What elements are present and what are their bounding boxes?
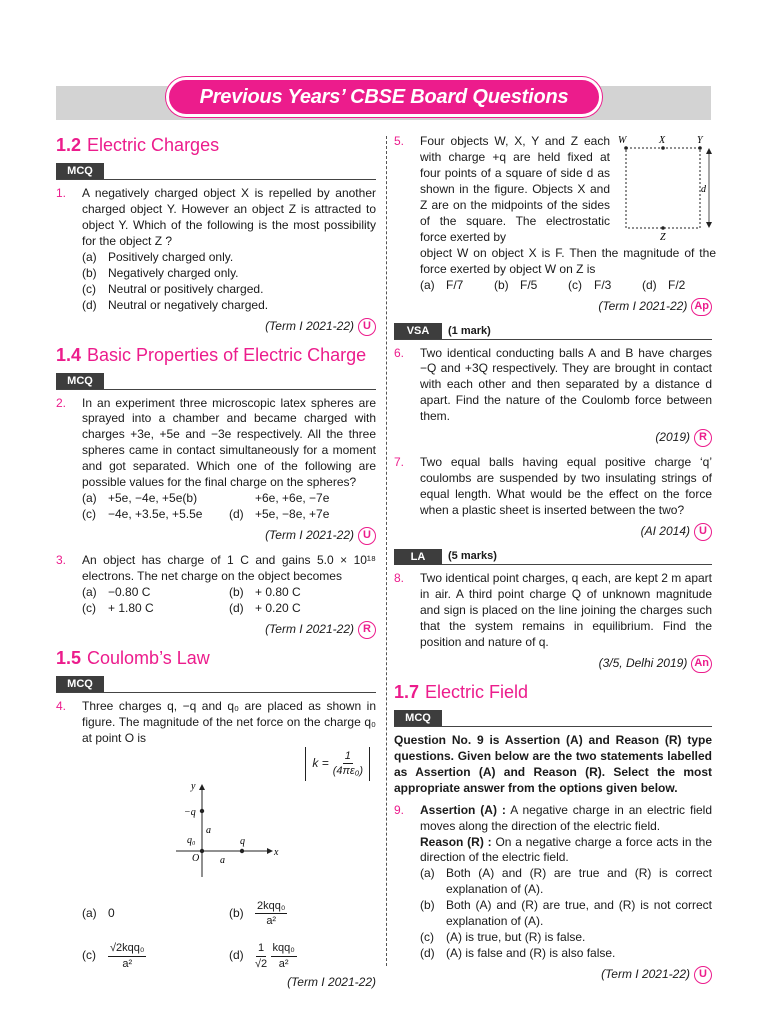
svg-text:Z: Z [660, 232, 666, 243]
question-source: (Term I 2021-22) [287, 975, 376, 990]
question-2: 2. In an experiment three microscopic latex spheres are sprayed into a chamber and became charged with charges +3e, +5e and −3e respectively. All the three spheres came in contact simultaneously for a moment and got separated. Which one of the following are possible values for the final charge on the spheres? (a) +5e, −4e, +5e(b) +6e, +6e, −7e (c) −4e, +3.5e, +5.5e (d) +5e, −8e, +7e [56, 395, 376, 522]
svg-text:X: X [659, 135, 666, 146]
column-divider [386, 136, 387, 966]
section-title-1-7: 1.7 Electric Field [394, 681, 529, 702]
coulomb-constant-box: k = $\frac{1}{\text{(4πε₀)}}$ [305, 747, 370, 781]
banner-title: Previous Years’ CBSE Board Questions [199, 85, 569, 108]
question-type-tag: MCQ [56, 373, 104, 389]
svg-text:Y: Y [697, 135, 703, 146]
y-axis-label: y [191, 780, 196, 792]
svg-text:a: a [220, 854, 225, 866]
question-type-tag: LA [394, 549, 442, 565]
tag-row: LA (5 marks) [394, 549, 712, 565]
question-text: A negatively charged object X is repelled by another charged object Y. However an object Z is attracted to object Y. Which of the following is the most possibility for the object Z ? [82, 185, 376, 248]
difficulty-badge: U [694, 523, 712, 541]
banner-title-pill [166, 77, 602, 117]
section-title-1-2: 1.2 Electric Charges [56, 135, 220, 155]
question-4: 4. Three charges q, −q and q₀ are placed as shown in figure. The magnitude of the net force on the charge q₀ at point O is k = $\frac{1}{\text{(4πε₀)}}$ y x −q q₀ q a a O (a) 0 (b) $\frac{\text{2kqq₀}}{\text{a²}}$ (c) $\frac{\text{√2kqq₀}}{\text{a²}}$ (d) $\frac{1}{√2}$ $\frac{\text{kqq₀}}{\text{a²}}$ [56, 698, 376, 970]
question-text: Four objects W, X, Y and Z each with charge +q are held fixed at four points of a square of side d as shown in the figure. Objects X and Z are on the midpoints of the sides of the square. The electrostatic force exerted by [420, 134, 610, 244]
tag-row: VSA (1 mark) [394, 324, 712, 340]
tag-row [394, 711, 712, 727]
question-text: Two identical conducting balls A and B have charges −Q and +3Q respectively. They are brought in contact with each other and then separated by a distance d apart. Find the nature of the Coulomb force between them. [420, 345, 712, 424]
x-axis-label: x [274, 846, 279, 858]
difficulty-badge: U [358, 527, 376, 545]
left-column [56, 134, 376, 999]
question-source: (Term I 2021-22) U [56, 527, 376, 545]
right-column [394, 134, 716, 992]
difficulty-badge: Ap [691, 298, 712, 316]
question-source: (Term I 2021-22) Ap [394, 298, 712, 316]
question-type-tag: VSA [394, 323, 442, 339]
question-7: 7. Two equal balls having equal positive charge ‘q’ coulombs are suspended by two insulating strings of equal length. What would be the effect on the force when a plastic sheet is inserted between the two? [394, 455, 712, 518]
svg-text:a: a [206, 824, 211, 836]
charges-axis-figure [162, 781, 282, 881]
question-8: 8. Two identical point charges, q each, are kept 2 m apart in air. A third point charge Q of unknown magnitude and sign is placed on the line joining the charges such that the system remains in equilibrium. Find the position and nature of q. [394, 571, 712, 649]
question-text: In an experiment three microscopic latex spheres are sprayed into a chamber and became charged with charges +3e, +5e and −3e respectively. All the three spheres came in contact simultaneously for a moment and got separated. Which one of the following are possible values for the final charge on the spheres? [82, 395, 376, 490]
question-type-tag: MCQ [56, 676, 104, 692]
difficulty-badge: U [694, 966, 712, 984]
tag-row [56, 374, 376, 390]
question-source: (Term I 2021-22) R [56, 621, 376, 639]
question-type-tag: MCQ [56, 163, 104, 179]
question-source: (Term I 2021-22) U [394, 966, 712, 984]
svg-text:d: d [701, 184, 706, 195]
svg-text:q: q [240, 835, 245, 847]
question-9: 9. Assertion (A) : A negative charge in an electric field moves along the direction of the electric field. Reason (R) : On a negative charge a force acts in the direction of the electric field. (a) Both (A) and (R) are true and (R) is correct explanation of (A). (b) Both (A) and (R) are true, and (R) is not correct explanation of (A). (c) (A) is true, but (R) is false. (d) (A) is false and (R) is also false. [394, 802, 713, 961]
question-source: (3/5, Delhi 2019) An [394, 655, 712, 673]
question-type-tag: MCQ [394, 710, 442, 726]
difficulty-badge: U [358, 318, 376, 336]
svg-text:−q: −q [184, 806, 196, 818]
question-1: 1. A negatively charged object X is repelled by another charged object Y. However an object Z is attracted to object Y. Which of the following is the most possibility for the object Z ? (a) Positively charged only. (b) Negatively charged only. (c) Neutral or positively charged. (d) Neutral or negatively charged. [56, 185, 376, 312]
question-text: object W on object X is F. Then the magnitude of the force exerted by object W on Z is [420, 245, 716, 276]
section-title-1-4: 1.4 Basic Properties of Electric Charge [56, 344, 367, 365]
difficulty-badge: R [358, 621, 376, 639]
question-5: 5. Four objects W, X, Y and Z each with charge +q are held fixed at four points of a square of side d as shown in the figure. Objects X and Z are on the midpoints of the sides of the square. The electrostatic force exerted by W X Y Z d object W on object X is F. Then the magnitude of the force exerted by object W on Z is (a) F/7 (b) F/5 (c) F/3 (d) F/2 [394, 134, 716, 292]
question-text: Two equal balls having equal positive charge ‘q’ coulombs are suspended by two insulating strings of equal length. What would be the effect on the force when a plastic sheet is inserted between the two? [420, 455, 712, 518]
difficulty-badge: R [694, 429, 712, 447]
question-6: 6. Two identical conducting balls A and B have charges −Q and +3Q respectively. They are brought in contact with each other and then separated by a distance d apart. Find the nature of the Coulomb force between them. [394, 345, 712, 424]
question-text: An object has charge of 1 C and gains 5.0 × 10¹⁸ electrons. The net charge on the object becomes [82, 553, 376, 584]
square-charges-figure [616, 134, 716, 244]
question-text: Three charges q, −q and q₀ are placed as shown in figure. The magnitude of the net force on the charge q₀ at point O is [82, 698, 376, 745]
tag-row [56, 164, 376, 180]
question-source: (AI 2014) U [394, 523, 712, 541]
question-source: (Term I 2021-22) U [56, 318, 376, 336]
svg-text:W: W [618, 135, 627, 146]
tag-row [56, 677, 376, 693]
svg-text:O: O [192, 852, 200, 864]
question-source: (2019) R [394, 429, 712, 447]
section-title-1-5: 1.5 Coulomb’s Law [56, 647, 210, 668]
svg-text:q₀: q₀ [187, 834, 196, 846]
difficulty-badge: An [691, 655, 712, 673]
question-text: Two identical point charges, q each, are kept 2 m apart in air. A third point charge Q of unknown magnitude and sign is placed on the line joining the charges such that the system remains in equilibrium. Find the position and nature of q. [420, 571, 712, 649]
question-3: 3. An object has charge of 1 C and gains 5.0 × 10¹⁸ electrons. The net charge on the object becomes (a) −0.80 C (b) + 0.80 C (c) + 1.80 C (d) + 0.20 C [56, 553, 376, 615]
assertion-reason-intro: Question No. 9 is Assertion (A) and Reason (R) type questions. Given below are the two statements labelled as Assertion (A) and Reason (R). Select the most appropriate answer from the options given below. [394, 732, 712, 795]
